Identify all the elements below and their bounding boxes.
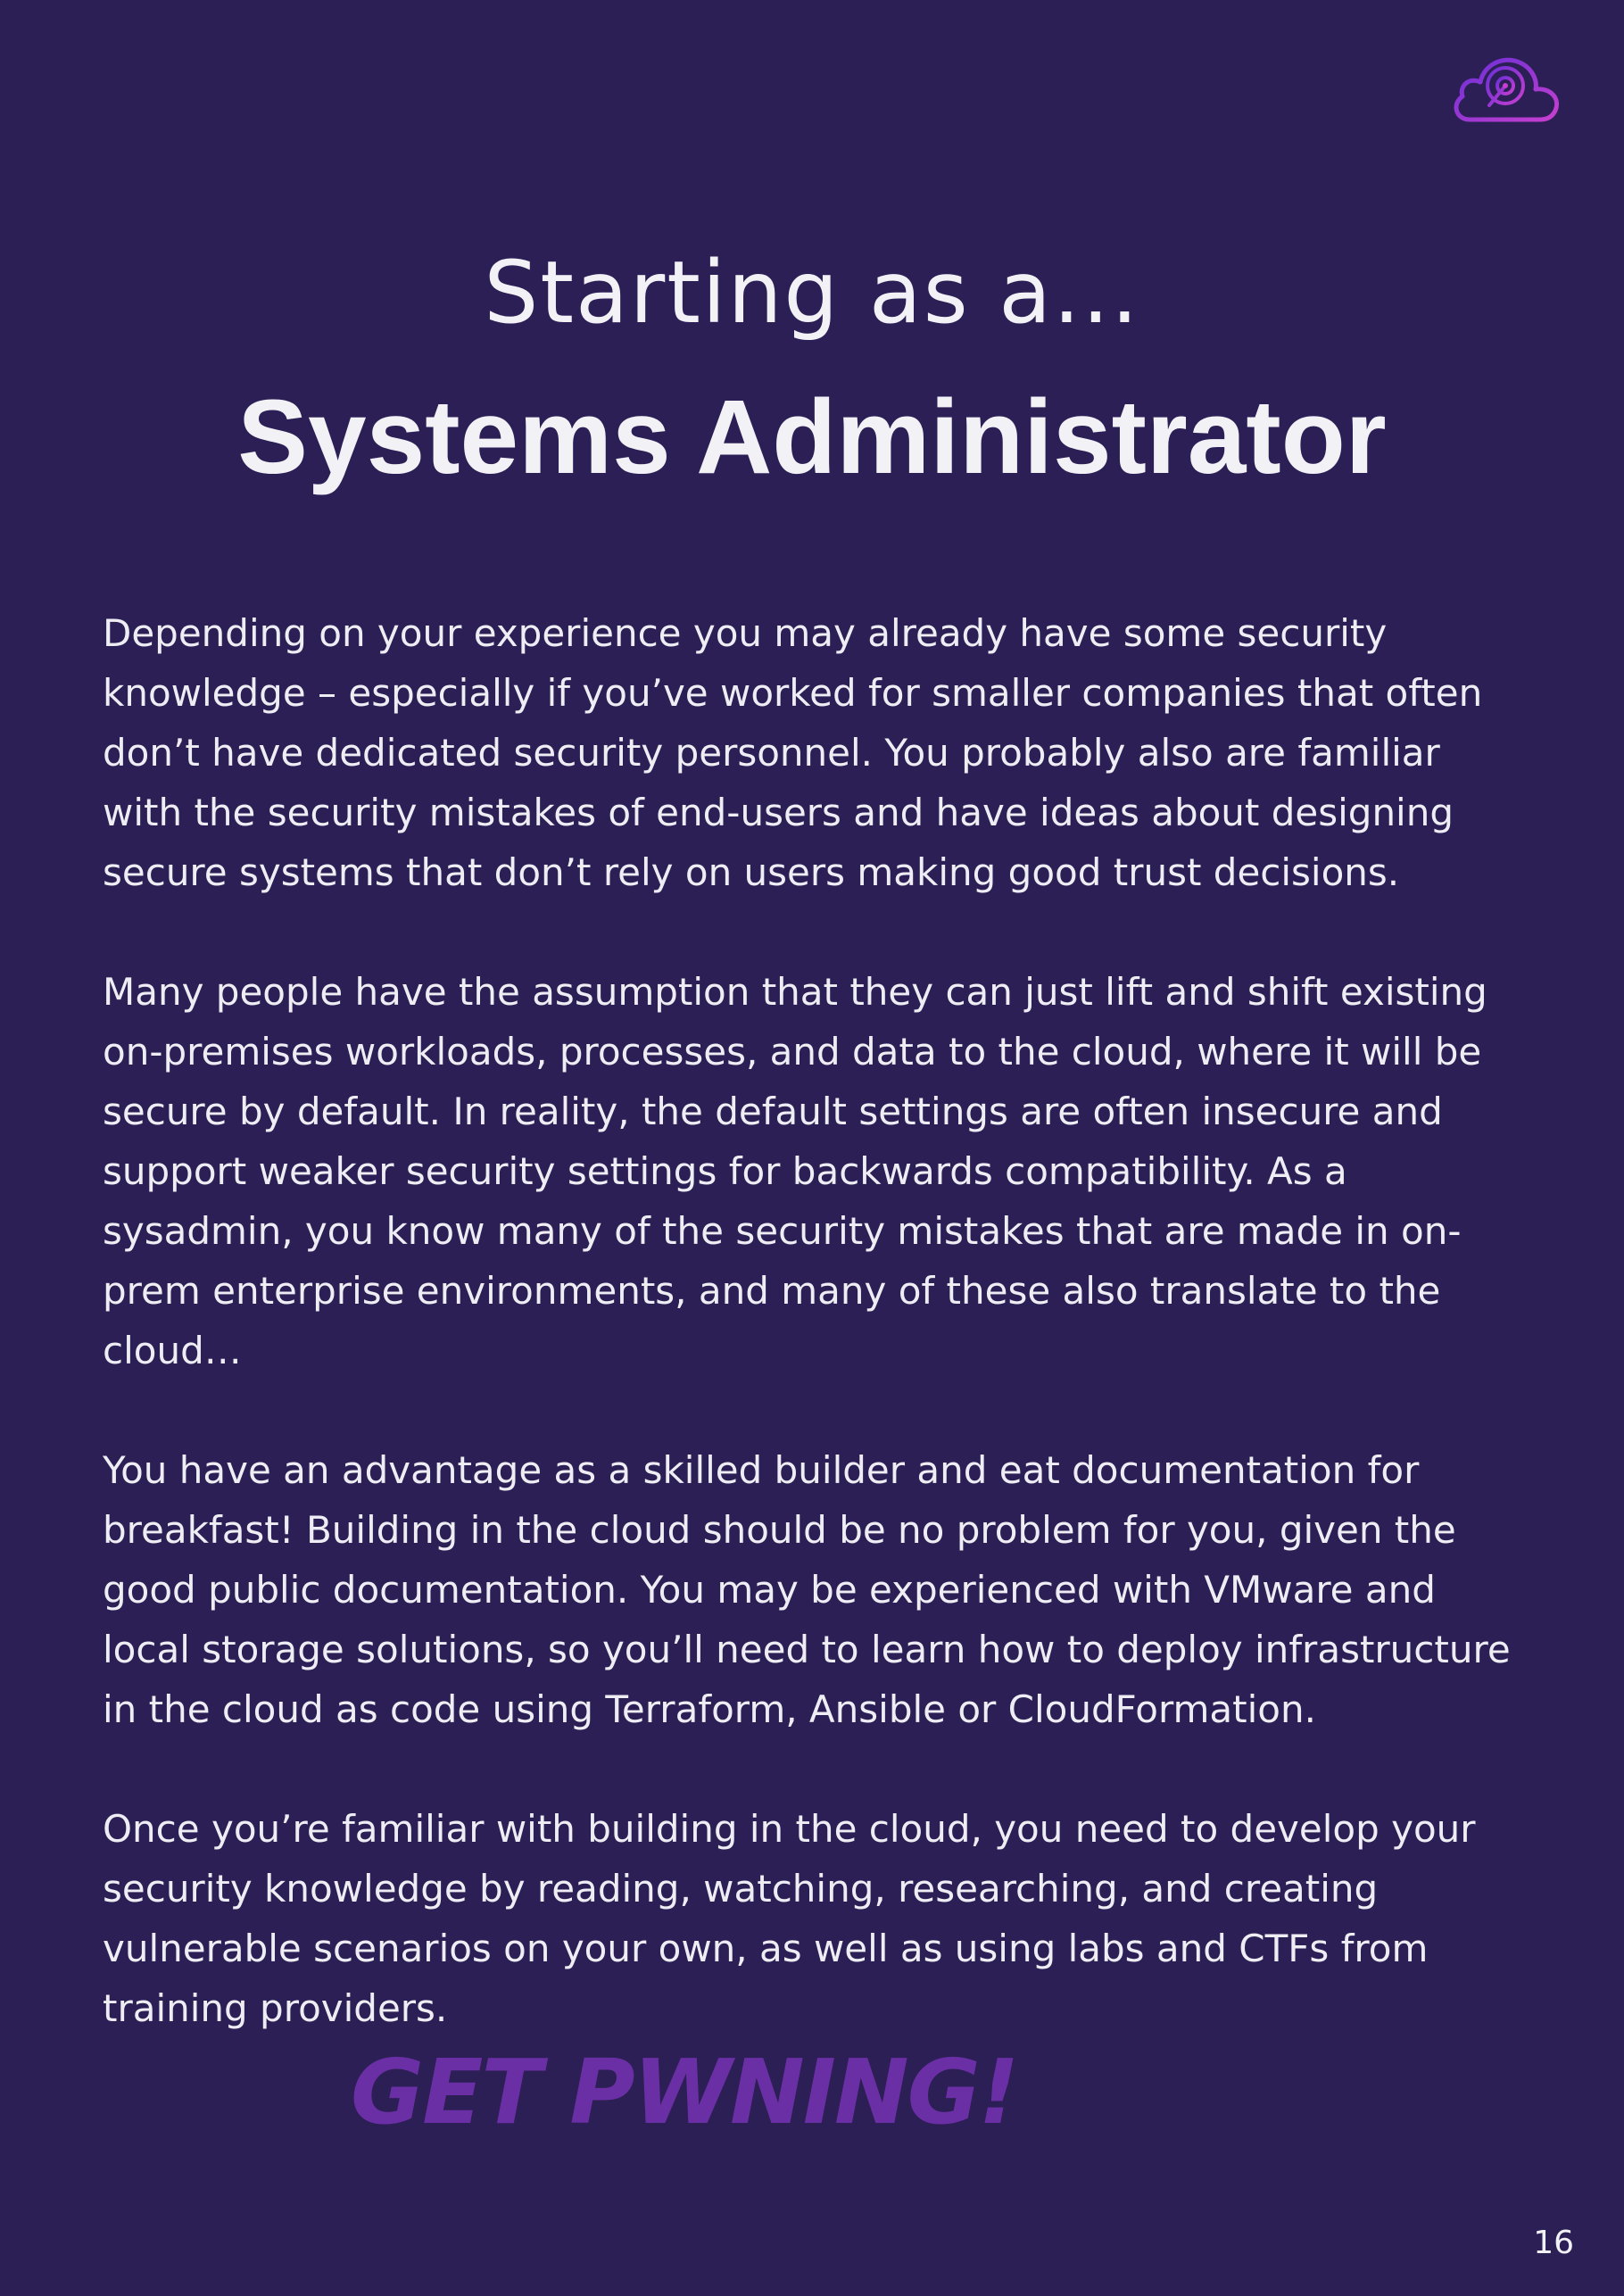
cloud-target-icon <box>1450 50 1566 130</box>
paragraph: Once you’re familiar with building in the cloud, you need to develop your security knowledge by reading, watching, researching, and creating vulnerable scenarios on your own, as well as using labs and CTFs from training providers. <box>103 1807 1476 2030</box>
tagline: GET PWNING! <box>351 2040 1018 2144</box>
paragraph: Many people have the assumption that they can just lift and shift existing on-premises workloads, processes, and data to the cloud, where it will be secure by default. In reality, the default settings are often insecure and support weaker security settings for backwards compatibility. As a sysadmin, you know many of the security mistakes that are made in on-prem enterprise environments, and many of these also translate to the cloud… <box>103 970 1487 1372</box>
page-number: 16 <box>1533 2225 1574 2261</box>
paragraph: You have an advantage as a skilled builder and eat documentation for breakfast! Building in the cloud should be no problem for you, given the good public documentation. You may be experienced with VMware and local storage solutions, so you’ll need to learn how to deploy infrastructure in the cloud as code using Terraform, Ansible or CloudFormation. <box>103 1448 1511 1731</box>
paragraph: Depending on your experience you may already have some security knowledge – especially if you’ve worked for smaller companies that often don’t have dedicated security personnel. You probably also are familiar with the security mistakes of end-users and have ideas about designing secure systems that don’t rely on users making good trust decisions. <box>103 611 1483 894</box>
body-text <box>103 603 1530 2038</box>
title-prefix: Starting as a... <box>484 243 1140 343</box>
page-title: Systems Administrator <box>237 378 1387 496</box>
